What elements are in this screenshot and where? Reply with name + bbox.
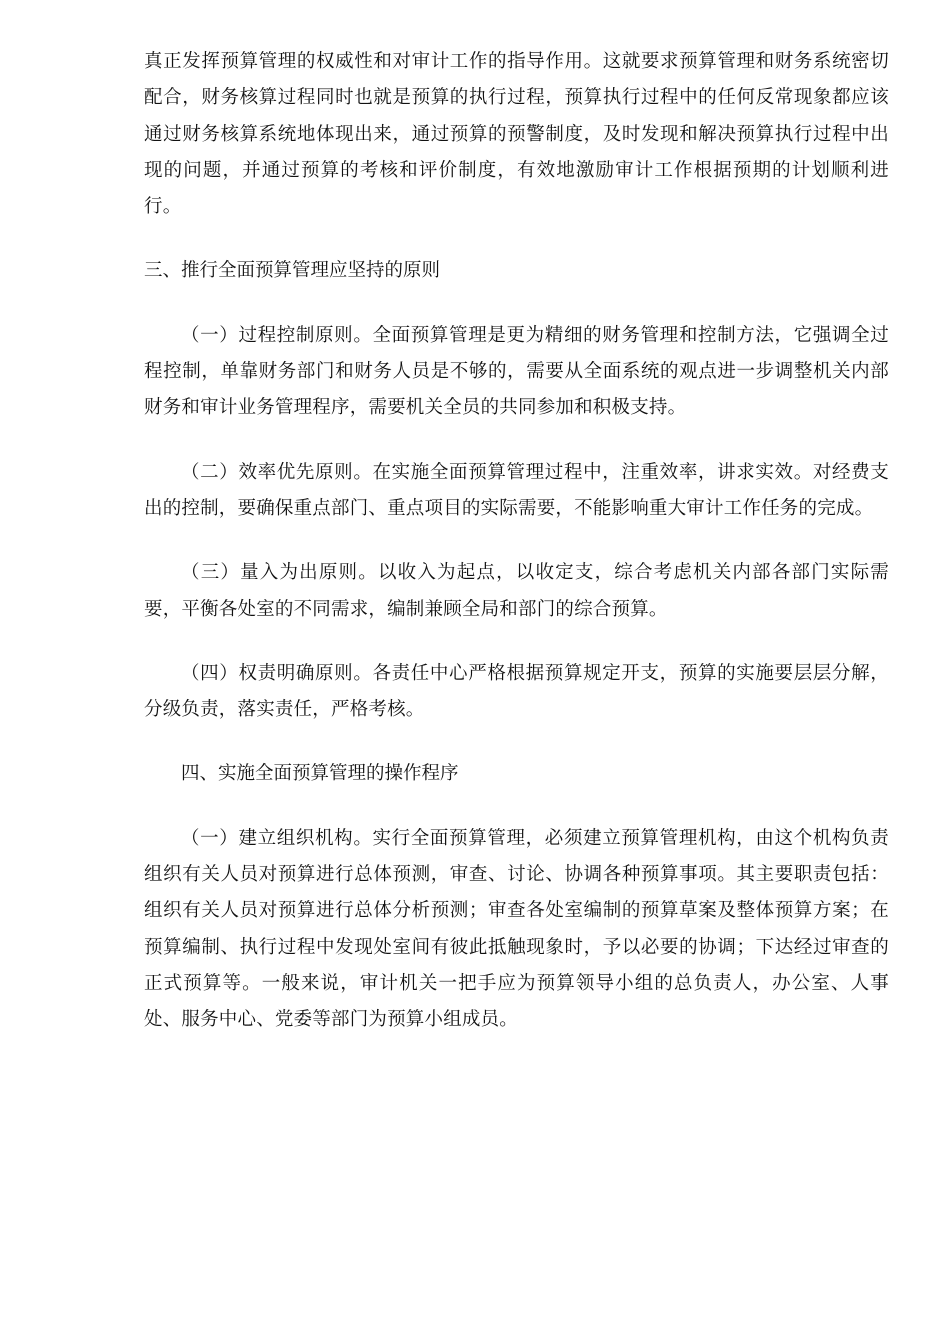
paragraph-gap	[144, 728, 889, 756]
document-page	[144, 44, 889, 1039]
paragraph-gap	[144, 427, 889, 455]
paragraph-gap	[144, 225, 889, 253]
paragraph-budget-role: 真正发挥预算管理的权威性和对审计工作的指导作用。这就要求预算管理和财务系统密切配合，财务核算过程同时也就是预算的执行过程，预算执行过程中的任何反常现象都应该通过财务核算系统地体现出来，通过预算的预警制度，及时发现和解决预算执行过程中出现的问题，并通过预算的考核和评价制度，有效地激励审计工作根据预期的计划顺利进行。	[144, 51, 889, 218]
paragraph-gap	[144, 628, 889, 656]
section-heading-3: 三、推行全面预算管理应坚持的原则	[144, 260, 441, 282]
paragraph-principle-1: （一）过程控制原则。全面预算管理是更为精细的财务管理和控制方法，它强调全过程控制，单靠财务部门和财务人员是不够的，需要从全面系统的观点进一步调整机关内部财务和审计业务管理程序，需要机关全员的共同参加和积极支持。	[144, 324, 889, 419]
paragraph-gap	[144, 793, 889, 821]
paragraph-gap	[144, 527, 889, 555]
paragraph-principle-2: （二）效率优先原则。在实施全面预算管理过程中，注重效率，讲求实效。对经费支出的控制，要确保重点部门、重点项目的实际需要，不能影响重大审计工作任务的完成。	[144, 461, 889, 519]
paragraph-principle-3: （三）量入为出原则。以收入为起点，以收定支，综合考虑机关内部各部门实际需要，平衡各处室的不同需求，编制兼顾全局和部门的综合预算。	[144, 562, 889, 620]
paragraph-principle-4: （四）权责明确原则。各责任中心严格根据预算规定开支，预算的实施要层层分解，分级负责，落实责任，严格考核。	[144, 662, 889, 721]
section-heading-4: 四、实施全面预算管理的操作程序	[181, 763, 459, 785]
paragraph-gap	[144, 290, 889, 318]
paragraph-organization: （一）建立组织机构。实行全面预算管理，必须建立预算管理机构，由这个机构负责组织有关人员对预算进行总体预测，审查、讨论、协调各种预算事项。其主要职责包括：组织有关人员对预算进行总体分析预测；审查各处室编制的预算草案及整体预算方案；在预算编制、执行过程中发现处室间有彼此抵触现象时，予以必要的协调；下达经过审查的正式预算等。一般来说，审计机关一把手应为预算领导小组的总负责人，办公室、人事处、服务中心、党委等部门为预算小组成员。	[144, 827, 889, 1031]
